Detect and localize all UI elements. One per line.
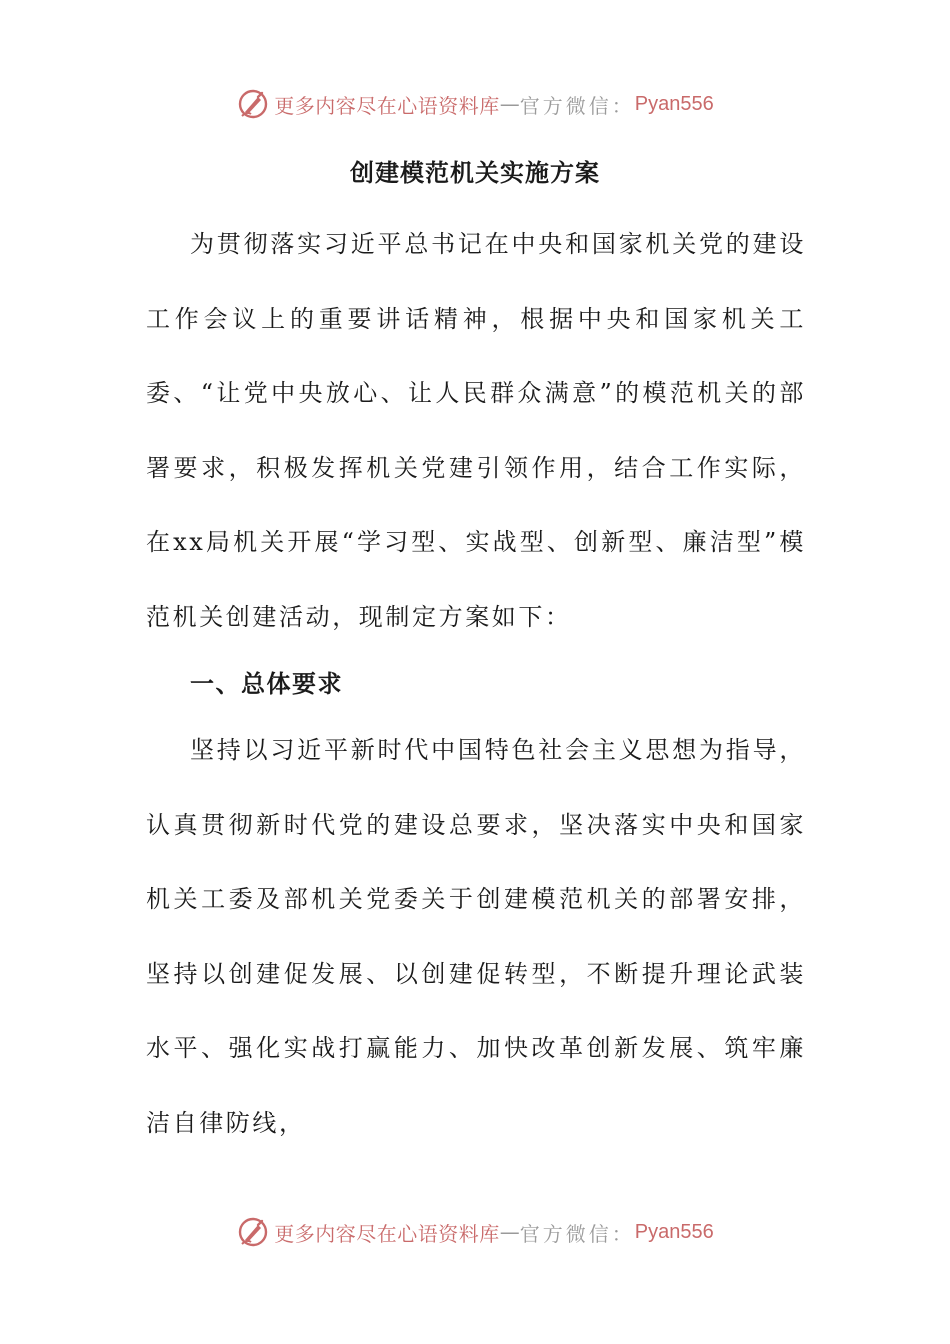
pen-logo-icon (236, 87, 270, 121)
document-title: 创建模范机关实施方案 (350, 158, 600, 187)
watermark-footer (0, 1212, 950, 1252)
watermark-wechat-id: Pyan556 (634, 1220, 714, 1243)
intro-paragraph: 为贯彻落实习近平总书记在中央和国家机关党的建设工作会议上的重要讲话精神，根据中央和国家机关工委、“让党中央放心、让人民群众满意”的模范机关的部署要求，积极发挥机关党建引领作用，结合工作实际，在xx局机关开展“学习型、实战型、创新型、廉洁型”模范机关创建活动，现制定方案如下： (146, 230, 806, 631)
watermark-separator: — (499, 1220, 520, 1244)
watermark-wechat-label: 官方微信： (519, 1221, 635, 1246)
watermark-wechat-label: 官方微信： (519, 93, 635, 118)
watermark-header (0, 84, 950, 124)
watermark-text: 更多内容尽在心语资料库 (274, 93, 500, 118)
watermark-text: 更多内容尽在心语资料库 (274, 1221, 500, 1246)
watermark-separator: — (499, 92, 520, 116)
general-requirements-paragraph: 坚持以习近平新时代中国特色社会主义思想为指导，认真贯彻新时代党的建设总要求，坚决落实中央和国家机关工委及部机关党委关于创建模范机关的部署安排，坚持以创建促发展、以创建促转型，不断提升理论武装水平、强化实战打赢能力、加快改革创新发展、筑牢廉洁自律防线， (146, 736, 806, 1137)
section-heading-general-requirements: 一、总体要求 (190, 669, 343, 698)
pen-logo-icon (236, 1215, 270, 1249)
watermark-wechat-id: Pyan556 (634, 92, 714, 115)
